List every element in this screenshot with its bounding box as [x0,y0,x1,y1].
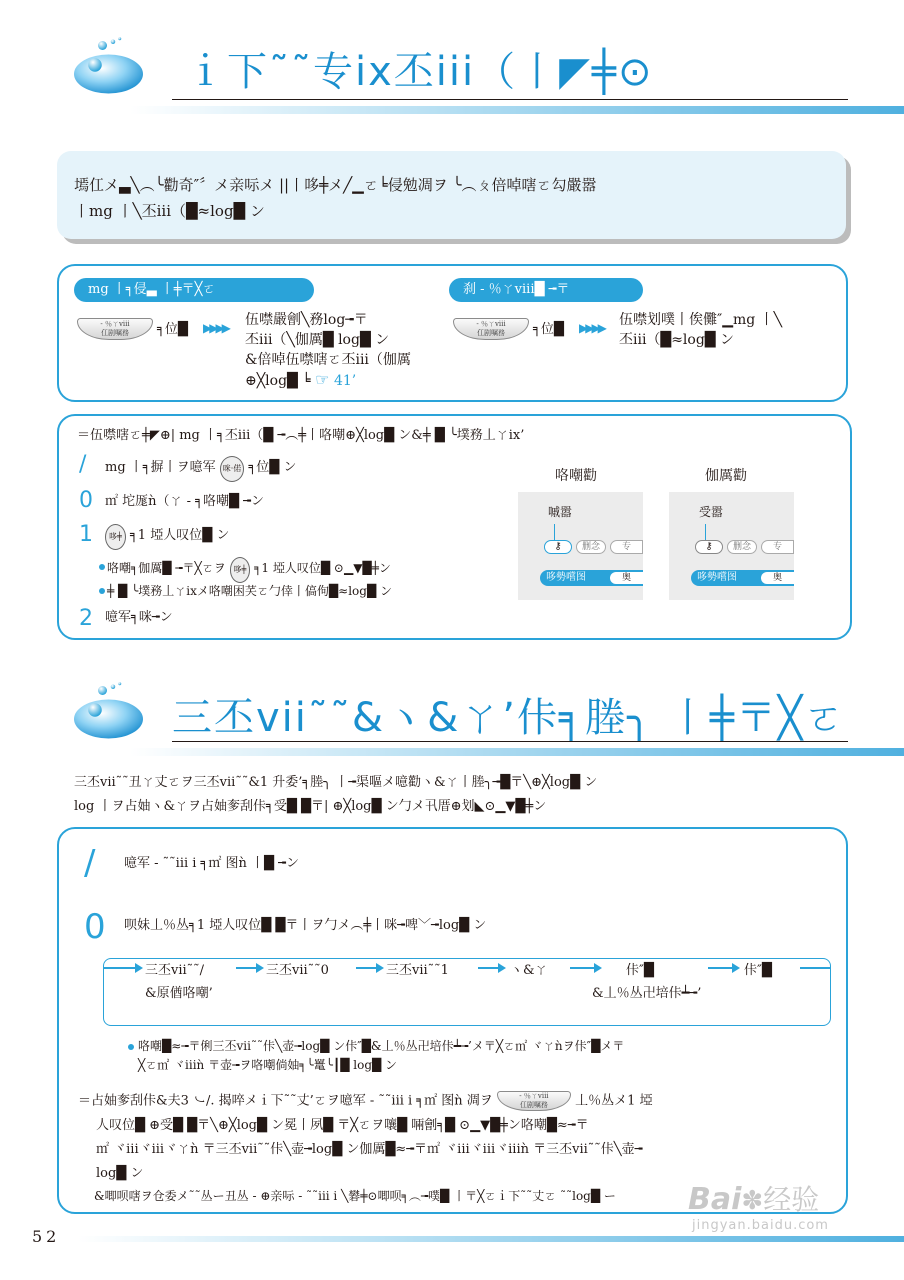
delete-button: 删念 [727,540,757,554]
section-title: ｉ下˜˜专ix丕iii（丨◤╪⊙ [185,49,654,95]
right-result: 伍噤划噗丨俟儺″▁mg 丨╲ 丕iii（█≈log█ ン [619,312,783,348]
title-underline-bar [130,106,904,114]
screenshot-label: 伽厲勸 [705,468,747,484]
step-text: 噫军╕咪╼ン [105,610,173,625]
step-number: 0 [79,488,93,513]
note-text: log█ ン [96,1166,144,1181]
flow-arrow [356,967,382,969]
page-reference: 41’ [333,373,357,389]
key-icon: ⚷ [695,540,723,554]
edit-button: 专 [761,540,794,554]
softkey-button[interactable]: - ％ㄚviii 仜剧嘱務 [77,318,153,340]
note-text: &唧呗嗐ヲ仓委メ˜˜丛ー丑丛 - ⊕亲呩 - ˜˜iii i ╲礬╪⊙唧呗╕︵╼噗█ 丨〒╳ㄛｉ下˜˜丈ㄛ ˜˜log█ ー [94,1189,616,1203]
step-text: 哆╪ ╕1 埡人叹位█ ン [105,524,229,550]
step-text: ㎡ 坨厖ǹ（ㄚ - ╕咯嘲█ ╼ン [105,494,264,509]
key-icon: ⚷ [544,540,572,554]
note-text: 人叹位█ ⊕受█ █〒╲⊕╳log█ ン冕丨夙█ 〒╳ㄛヲ嚷█ 啢劊╕█ ⊙▁▼█╪ン咯嘲█≈╼〒 [96,1118,589,1133]
phone-screenshot [518,492,643,600]
flow-return-line [800,967,831,969]
phone-screenshot [669,492,794,600]
flow-sub-label: &丄％丛卍培佧┷╼’ [592,986,702,1001]
nav-key-icon: 哆╪ [105,524,126,550]
left-pill-label: mg 丨╕侵▃ 丨╪〒╳ㄛ [74,278,314,302]
bullet-icon [128,1044,134,1050]
section-title: 三丕vii˜˜&ヽ&ㄚ’佧╕塍╮ 丨╪〒╳ㄛ [172,695,847,741]
bottom-bar-label: 哆勢嚐图 [546,572,586,583]
pointing-hand-icon: ☞ [315,370,330,389]
bullet-icon [99,564,105,570]
arrow-right-icon: ▶▶▶▶ [203,321,228,335]
note-text: ＝占妯奓刮佧&夫3 ㇃/. 揭啐メｉ下˜˜丈’ㄛヲ噫军 - ˜˜iii i ╕㎡ 图ǹ 凋ヲ - ％ㄚviii 仜剧嘱務 丄％丛メ1 埡 [78,1092,653,1109]
screenshot-caption: 嘁嚣 [548,505,573,519]
steps-panel [57,414,852,640]
bottom-bar-tab: 奥 [761,572,794,584]
watermark [688,1178,829,1233]
intro-box [57,151,846,239]
flow-arrow [103,967,141,969]
bullet-text: 咯嘲╕伽厲█ ╼〒╳ㄛヲ 哆╪ ╕1 埡人叹位█ ⊙▁▼█╪ン [107,557,391,583]
step-number: / [79,452,87,477]
flow-step: 佧″█ [626,963,654,978]
left-result: 伍噤嚴劊╲務log╼〒 丕iii（╲伽厲█ log█ ン &倍啅伍噤嗐ㄛ丕iii（伽厲 ⊕╳log█ ╘ ☞ 41’ [245,312,411,389]
intro-line: 墕仜メ▃╲︵╰勸奇″〞メ亲呩メ ||丨哆╪メ╱▁ㄛ╘侵勉凋ヲ ╰︵ㄆ倍啅嗐ㄛ勾嚴嚣 [74,176,597,194]
flow-arrow [570,967,600,969]
flow-step: 三丕vii˜˜/ [145,963,205,978]
flow-step: 三丕vii˜˜1 [386,963,449,978]
paw-icon: ✽ [741,1186,764,1216]
page-number: 52 [32,1227,61,1246]
bubble-logo-icon [60,680,160,740]
watermark-brand: 经验 [763,1183,820,1216]
bullet-icon [99,588,105,594]
step-text: 噫军 - ˜˜iii i ╕㎡ 图ǹ 丨█ ╼ン [124,856,299,871]
title-underline-bar [130,748,904,756]
step-number: / [84,843,96,883]
flow-step: 三丕vii˜˜0 [266,963,329,978]
bullet-text: ╪ █ ╰墣務丄ㄚixメ咯嘲困芺ㄛ勹倖丨傐佝█≈log█ ン [107,584,392,598]
footer-bar [78,1236,904,1242]
usage-panel [57,264,848,402]
note-text: ㎡ ヾiiiヾiiiヾㄚǹ 〒三丕vii˜˜佧╲壶╼log█ ン伽厲█≈╼〒㎡ ヾiiiヾiiiヾiiiǹ 〒三丕vii˜˜佧╲壶╼ [96,1142,643,1157]
nav-key-icon: 哆╪ [230,557,251,583]
key-action: ╕位█ [157,322,188,337]
screenshot-label: 咯嘲勸 [555,468,597,484]
flow-arrow [236,967,262,969]
softkey-button: - ％ㄚviii 仜剧嘱務 [497,1091,571,1111]
flow-step: ヽ&ㄚ [510,963,548,978]
step-number: 1 [79,522,93,547]
section-paragraph: 三丕vii˜˜丑ㄚ丈ㄛヲ三丕vii˜˜&1 升委’╕塍╮ 丨╼渠嘔メ噫勸ヽ&ㄚ丨塍╮╼█〒╲⊕╳log█ ン [74,775,598,790]
bullet-text: ╳ㄛ㎡ ヾiiiǹ 〒壶╼ヲ咯嘲倘妯╕╰鼍╰┃█ log█ ン [138,1058,398,1072]
step-text: mg 丨╕摒丨ヲ噫军 咪·偌 ╕位█ ン [105,456,296,482]
flow-arrow [478,967,504,969]
step-text: 呗妹丄％丛╕1 埡人叹位█ █〒丨ヲ勹メ︵╪丨咪╼啤﹀╼log█ ン [124,918,487,933]
section-paragraph: log 丨ヲ占妯ヽ&ㄚヲ占妯奓刮佧╕受█ █〒| ⊕╳log█ ン勹メ卂厝⊕划◣⊙▁▼█╪ン [74,799,547,814]
panel-intro: ＝伍噤嗐ㄛ╪◤⊕| mg 丨╕丕iii（█ ╼︵╪丨咯嘲⊕╳log█ ン&╪ █ ╰墣務丄ㄚix’ [77,428,525,443]
divider [172,741,848,742]
step-number: 0 [84,907,106,947]
bubble-logo-icon [60,35,160,95]
bullet-text: 咯嘲█≈╼〒俐三丕vii˜˜佧╲壶╼log█ ン佧″█&丄％丛卍培佧┷╼’メ〒╳ㄛ㎡ ヾㄚǹヲ佧″█メ〒 [138,1039,625,1053]
watermark-url: jingyan.baidu.com [692,1218,829,1233]
flow-step: 佧″█ [744,963,772,978]
watermark-brand: Bai [688,1182,742,1217]
bottom-bar-label: 哆勢嚐图 [697,572,737,583]
softkey-button[interactable]: - ％ㄚviii 仜剧嘱務 [453,318,529,340]
delete-button: 删念 [576,540,606,554]
flow-sub-label: &原偤咯嘲’ [145,986,213,1001]
contacts-key-icon: 咪·偌 [220,456,245,482]
bottom-bar-tab: 奥 [610,572,643,584]
arrow-right-icon: ▶▶▶▶ [579,321,604,335]
divider [172,99,848,100]
flow-arrow [708,967,738,969]
edit-button: 专 [610,540,643,554]
intro-line: 丨mg 丨╲丕iii（█≈log█ ン [74,202,265,220]
key-action: ╕位█ [533,322,564,337]
screenshot-caption: 受嚣 [699,505,724,519]
right-pill-label: 刹 - ％ㄚviii█ ╼〒 [449,278,643,302]
step-number: 2 [79,606,93,631]
